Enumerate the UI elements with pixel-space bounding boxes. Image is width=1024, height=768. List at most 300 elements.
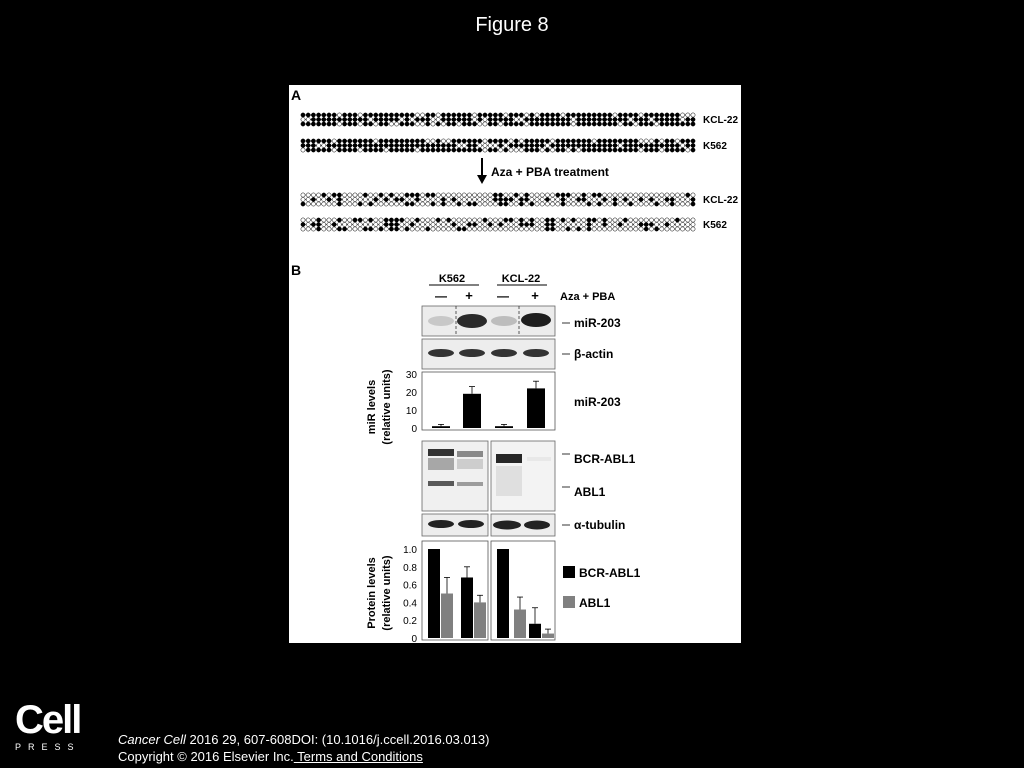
cpg-site-marker — [618, 122, 622, 126]
cpg-site-marker — [421, 143, 425, 147]
cpg-site-marker — [317, 227, 321, 231]
cpg-site-marker — [649, 122, 653, 126]
cpg-site-marker — [311, 117, 315, 121]
terms-link[interactable]: Terms and Conditions — [293, 749, 423, 764]
cpg-site-marker — [582, 148, 586, 152]
cpg-site-marker — [488, 139, 492, 143]
cpg-site-marker — [306, 143, 310, 147]
cpg-site-marker — [660, 122, 664, 126]
cpg-site-marker — [452, 218, 456, 222]
cpg-site-marker — [332, 122, 336, 126]
cpg-site-marker — [629, 148, 633, 152]
cpg-site-marker — [639, 197, 643, 201]
copyright-line — [118, 748, 489, 765]
cpg-site-marker — [462, 143, 466, 147]
cpg-site-marker — [561, 122, 565, 126]
cpg-site-marker — [514, 139, 518, 143]
cpg-site-marker — [441, 122, 445, 126]
cpg-site-marker — [681, 117, 685, 121]
cpg-site-marker — [483, 117, 487, 121]
cpg-site-marker — [473, 202, 477, 206]
mir-ylabel-line1: miR levels — [366, 379, 378, 435]
cpg-site-marker — [629, 143, 633, 147]
cpg-site-marker — [525, 218, 529, 222]
cpg-site-marker — [670, 113, 674, 117]
cpg-site-marker — [525, 113, 529, 117]
cpg-site-marker — [660, 202, 664, 206]
cpg-site-marker — [306, 122, 310, 126]
cpg-site-marker — [374, 202, 378, 206]
cpg-site-marker — [556, 197, 560, 201]
cpg-site-marker — [691, 113, 695, 117]
cpg-site-marker — [551, 222, 555, 226]
cpg-site-marker — [535, 227, 539, 231]
cpg-site-marker — [613, 227, 617, 231]
cpg-site-marker — [655, 218, 659, 222]
protein-chart-ticks — [403, 545, 417, 643]
cpg-site-marker — [457, 117, 461, 121]
lollipop-rows-after — [301, 193, 695, 231]
cpg-site-marker — [545, 113, 549, 117]
cpg-site-marker — [488, 218, 492, 222]
cpg-site-marker — [629, 218, 633, 222]
cpg-site-marker — [306, 148, 310, 152]
cpg-site-marker — [467, 193, 471, 197]
cpg-site-marker — [410, 222, 414, 226]
cpg-site-marker — [327, 117, 331, 121]
cpg-site-marker — [457, 193, 461, 197]
cpg-site-marker — [384, 193, 388, 197]
protein-tick-label: 0.4 — [403, 598, 417, 610]
cpg-site-marker — [363, 222, 367, 226]
cpg-site-marker — [488, 202, 492, 206]
cpg-site-marker — [623, 122, 627, 126]
cpg-site-marker — [431, 117, 435, 121]
mir-bar — [432, 426, 450, 428]
cpg-site-marker — [426, 143, 430, 147]
cpg-site-marker — [467, 139, 471, 143]
cpg-site-marker — [337, 122, 341, 126]
cpg-site-marker — [322, 227, 326, 231]
cpg-site-marker — [509, 202, 513, 206]
cpg-site-marker — [389, 218, 393, 222]
cpg-site-marker — [582, 139, 586, 143]
cpg-site-marker — [530, 143, 534, 147]
footer — [118, 731, 489, 765]
cpg-site-marker — [535, 148, 539, 152]
cpg-site-marker — [509, 222, 513, 226]
cpg-site-marker — [436, 122, 440, 126]
cpg-site-marker — [603, 227, 607, 231]
cpg-site-marker — [545, 222, 549, 226]
cpg-site-marker — [691, 148, 695, 152]
cpg-site-marker — [629, 122, 633, 126]
cpg-site-marker — [629, 222, 633, 226]
cpg-site-marker — [530, 222, 534, 226]
cpg-site-marker — [691, 122, 695, 126]
cpg-site-marker — [379, 218, 383, 222]
cpg-site-marker — [327, 227, 331, 231]
cpg-site-marker — [306, 197, 310, 201]
cpg-site-marker — [462, 139, 466, 143]
cpg-site-marker — [410, 143, 414, 147]
cpg-site-marker — [613, 193, 617, 197]
cpg-site-marker — [613, 218, 617, 222]
cpg-site-marker — [421, 222, 425, 226]
cpg-site-marker — [660, 143, 664, 147]
cpg-site-marker — [379, 202, 383, 206]
cpg-site-marker — [566, 122, 570, 126]
cpg-site-marker — [337, 197, 341, 201]
cpg-site-marker — [400, 113, 404, 117]
cpg-site-marker — [665, 122, 669, 126]
cpg-site-marker — [311, 197, 315, 201]
cpg-site-marker — [322, 197, 326, 201]
cpg-site-marker — [467, 222, 471, 226]
cpg-site-marker — [670, 222, 674, 226]
cpg-site-marker — [665, 139, 669, 143]
cpg-site-marker — [343, 113, 347, 117]
cpg-site-marker — [561, 193, 565, 197]
cpg-site-marker — [358, 218, 362, 222]
cpg-site-marker — [493, 117, 497, 121]
cpg-site-marker — [597, 143, 601, 147]
cpg-site-marker — [452, 197, 456, 201]
cpg-site-marker — [561, 117, 565, 121]
cpg-site-marker — [337, 218, 341, 222]
cpg-site-marker — [337, 113, 341, 117]
cpg-site-marker — [431, 218, 435, 222]
cpg-site-marker — [509, 193, 513, 197]
cpg-site-marker — [374, 222, 378, 226]
cpg-site-marker — [483, 202, 487, 206]
cpg-site-marker — [634, 122, 638, 126]
cpg-site-marker — [467, 143, 471, 147]
cpg-site-marker — [644, 117, 648, 121]
cpg-site-marker — [415, 122, 419, 126]
cpg-site-marker — [400, 117, 404, 121]
cpg-site-marker — [348, 143, 352, 147]
cpg-site-marker — [623, 143, 627, 147]
cpg-site-marker — [452, 117, 456, 121]
cpg-site-marker — [551, 117, 555, 121]
cpg-site-marker — [660, 227, 664, 231]
cpg-site-marker — [603, 218, 607, 222]
cpg-site-marker — [540, 143, 544, 147]
cpg-site-marker — [374, 227, 378, 231]
cpg-site-marker — [478, 113, 482, 117]
cpg-site-marker — [681, 197, 685, 201]
cpg-site-marker — [660, 197, 664, 201]
cpg-site-marker — [556, 113, 560, 117]
cpg-site-marker — [332, 117, 336, 121]
cpg-site-marker — [400, 139, 404, 143]
cpg-site-marker — [348, 202, 352, 206]
panel-a-label: A — [291, 87, 302, 103]
cpg-site-marker — [389, 197, 393, 201]
cpg-site-marker — [509, 218, 513, 222]
protein-ylabel-line2: (relative units) — [381, 555, 393, 631]
cpg-site-marker — [639, 202, 643, 206]
cpg-site-marker — [311, 143, 315, 147]
cpg-site-marker — [571, 139, 575, 143]
cpg-site-marker — [478, 197, 482, 201]
cpg-site-marker — [540, 113, 544, 117]
cpg-site-marker — [436, 202, 440, 206]
cpg-site-marker — [530, 197, 534, 201]
cpg-site-marker — [363, 122, 367, 126]
cpg-site-marker — [343, 197, 347, 201]
cpg-site-marker — [301, 202, 305, 206]
cpg-site-marker — [540, 218, 544, 222]
cpg-site-marker — [332, 227, 336, 231]
cpg-site-marker — [504, 117, 508, 121]
protein-tick-label: 0.8 — [403, 562, 417, 574]
cpg-site-marker — [327, 197, 331, 201]
cpg-site-marker — [488, 113, 492, 117]
cpg-site-marker — [629, 117, 633, 121]
citation-text: 2016 29, 607-608DOI: (10.1016/j.ccell.2016.03.013) — [185, 732, 490, 747]
cpg-site-marker — [577, 113, 581, 117]
cpg-site-marker — [363, 197, 367, 201]
cpg-site-marker — [488, 227, 492, 231]
cpg-site-marker — [488, 197, 492, 201]
cpg-site-marker — [514, 113, 518, 117]
cpg-site-marker — [332, 218, 336, 222]
cpg-site-marker — [379, 148, 383, 152]
protein-bar — [497, 549, 509, 638]
cpg-site-marker — [530, 202, 534, 206]
cpg-site-marker — [441, 222, 445, 226]
cpg-site-marker — [603, 222, 607, 226]
cpg-site-marker — [400, 122, 404, 126]
cpg-site-marker — [301, 218, 305, 222]
cpg-site-marker — [509, 113, 513, 117]
cpg-site-marker — [322, 148, 326, 152]
cpg-site-marker — [675, 202, 679, 206]
cpg-site-marker — [561, 222, 565, 226]
cpg-site-marker — [389, 122, 393, 126]
cpg-site-marker — [556, 139, 560, 143]
cpg-site-marker — [691, 197, 695, 201]
cpg-site-marker — [535, 143, 539, 147]
cpg-site-marker — [332, 193, 336, 197]
panel-a-row-k562-before: K562 — [703, 141, 727, 152]
cpg-site-marker — [457, 113, 461, 117]
cpg-site-marker — [317, 139, 321, 143]
cpg-site-marker — [644, 122, 648, 126]
cpg-site-marker — [447, 227, 451, 231]
cpg-site-marker — [343, 227, 347, 231]
cpg-site-marker — [473, 122, 477, 126]
cpg-site-marker — [587, 197, 591, 201]
cpg-site-marker — [582, 227, 586, 231]
cpg-site-marker — [681, 222, 685, 226]
cpg-site-marker — [556, 218, 560, 222]
cpg-site-marker — [483, 222, 487, 226]
cpg-site-marker — [639, 143, 643, 147]
cpg-site-marker — [301, 197, 305, 201]
cpg-site-marker — [634, 218, 638, 222]
cpg-site-marker — [608, 202, 612, 206]
cpg-site-marker — [348, 122, 352, 126]
cpg-site-marker — [597, 139, 601, 143]
cpg-site-marker — [317, 113, 321, 117]
cpg-site-marker — [447, 202, 451, 206]
blot-actin — [422, 339, 555, 369]
cpg-site-marker — [473, 197, 477, 201]
cpg-site-marker — [514, 218, 518, 222]
cpg-site-marker — [337, 222, 341, 226]
cell-line-k562: K562 — [438, 273, 466, 285]
cpg-site-marker — [551, 122, 555, 126]
cpg-site-marker — [415, 113, 419, 117]
cpg-site-marker — [577, 139, 581, 143]
mir-bar — [463, 394, 481, 428]
cpg-site-marker — [597, 117, 601, 121]
cpg-site-marker — [473, 113, 477, 117]
cpg-site-marker — [525, 139, 529, 143]
cpg-site-marker — [514, 143, 518, 147]
blot-tubulin — [422, 514, 555, 536]
cpg-site-marker — [353, 218, 357, 222]
cpg-site-marker — [686, 113, 690, 117]
mir-chart-ticks — [406, 370, 418, 435]
cpg-site-marker — [629, 193, 633, 197]
cpg-site-marker — [358, 222, 362, 226]
copyright-text: Copyright © 2016 Elsevier Inc. — [118, 749, 294, 764]
cpg-site-marker — [452, 222, 456, 226]
cpg-site-marker — [462, 197, 466, 201]
cpg-site-marker — [311, 222, 315, 226]
cpg-site-marker — [597, 122, 601, 126]
cpg-site-marker — [551, 139, 555, 143]
cpg-site-marker — [639, 227, 643, 231]
cpg-site-marker — [358, 113, 362, 117]
cpg-site-marker — [545, 148, 549, 152]
cpg-site-marker — [473, 222, 477, 226]
cpg-site-marker — [426, 202, 430, 206]
sign-k562-minus: — — [435, 289, 447, 303]
cpg-site-marker — [675, 117, 679, 121]
cpg-site-marker — [587, 122, 591, 126]
cpg-site-marker — [608, 222, 612, 226]
cpg-site-marker — [655, 202, 659, 206]
cpg-site-marker — [363, 218, 367, 222]
cpg-site-marker — [421, 218, 425, 222]
cpg-site-marker — [410, 197, 414, 201]
cpg-site-marker — [343, 122, 347, 126]
cpg-site-marker — [535, 122, 539, 126]
cpg-site-marker — [587, 139, 591, 143]
cpg-site-marker — [363, 143, 367, 147]
cpg-site-marker — [395, 202, 399, 206]
cpg-site-marker — [623, 222, 627, 226]
cpg-site-marker — [452, 143, 456, 147]
cpg-site-marker — [488, 143, 492, 147]
cell-press-logo — [15, 700, 85, 752]
cpg-site-marker — [405, 143, 409, 147]
cpg-site-marker — [623, 218, 627, 222]
cpg-site-marker — [462, 193, 466, 197]
cpg-site-marker — [426, 193, 430, 197]
cpg-site-marker — [400, 222, 404, 226]
cpg-site-marker — [348, 148, 352, 152]
cpg-site-marker — [415, 202, 419, 206]
cpg-site-marker — [441, 148, 445, 152]
sign-kcl22-plus: + — [531, 288, 539, 303]
cpg-site-marker — [587, 218, 591, 222]
logo-cell: Cell — [15, 698, 81, 742]
legend-swatch-bcr-abl1 — [563, 566, 575, 578]
cpg-site-marker — [441, 139, 445, 143]
cpg-site-marker — [613, 122, 617, 126]
cpg-site-marker — [441, 193, 445, 197]
cpg-site-marker — [447, 148, 451, 152]
cpg-site-marker — [592, 117, 596, 121]
cpg-site-marker — [608, 143, 612, 147]
cpg-site-marker — [613, 202, 617, 206]
cpg-site-marker — [551, 148, 555, 152]
cpg-site-marker — [608, 117, 612, 121]
cpg-site-marker — [618, 227, 622, 231]
cpg-site-marker — [389, 222, 393, 226]
cpg-site-marker — [493, 222, 497, 226]
cpg-site-marker — [447, 117, 451, 121]
cpg-site-marker — [400, 143, 404, 147]
cpg-site-marker — [561, 148, 565, 152]
cpg-site-marker — [358, 193, 362, 197]
cpg-site-marker — [431, 113, 435, 117]
cpg-site-marker — [478, 117, 482, 121]
cpg-site-marker — [363, 113, 367, 117]
cpg-site-marker — [566, 193, 570, 197]
cpg-site-marker — [525, 117, 529, 121]
cpg-site-marker — [374, 148, 378, 152]
cpg-site-marker — [514, 122, 518, 126]
cpg-site-marker — [519, 148, 523, 152]
cpg-site-marker — [452, 148, 456, 152]
label-bcr-abl1: BCR-ABL1 — [574, 452, 636, 466]
cpg-site-marker — [322, 218, 326, 222]
mir-tick-label: 30 — [405, 370, 417, 381]
cpg-site-marker — [660, 117, 664, 121]
cpg-site-marker — [457, 218, 461, 222]
cpg-site-marker — [348, 197, 352, 201]
cpg-site-marker — [457, 197, 461, 201]
cpg-site-marker — [530, 122, 534, 126]
cpg-site-marker — [535, 197, 539, 201]
cpg-site-marker — [566, 117, 570, 121]
cpg-site-marker — [582, 122, 586, 126]
cpg-site-marker — [499, 193, 503, 197]
cpg-site-marker — [400, 193, 404, 197]
cpg-site-marker — [556, 117, 560, 121]
cpg-site-marker — [644, 143, 648, 147]
cpg-site-marker — [306, 202, 310, 206]
cpg-site-marker — [540, 227, 544, 231]
cpg-site-marker — [467, 227, 471, 231]
cpg-site-marker — [421, 193, 425, 197]
cpg-site-marker — [634, 148, 638, 152]
cpg-site-marker — [348, 113, 352, 117]
cpg-site-marker — [514, 197, 518, 201]
cpg-site-marker — [681, 113, 685, 117]
treatment-arrow-icon — [477, 158, 487, 184]
cpg-site-marker — [410, 193, 414, 197]
protein-bar — [514, 610, 526, 638]
panel-a-row-k562-after: K562 — [703, 220, 727, 231]
